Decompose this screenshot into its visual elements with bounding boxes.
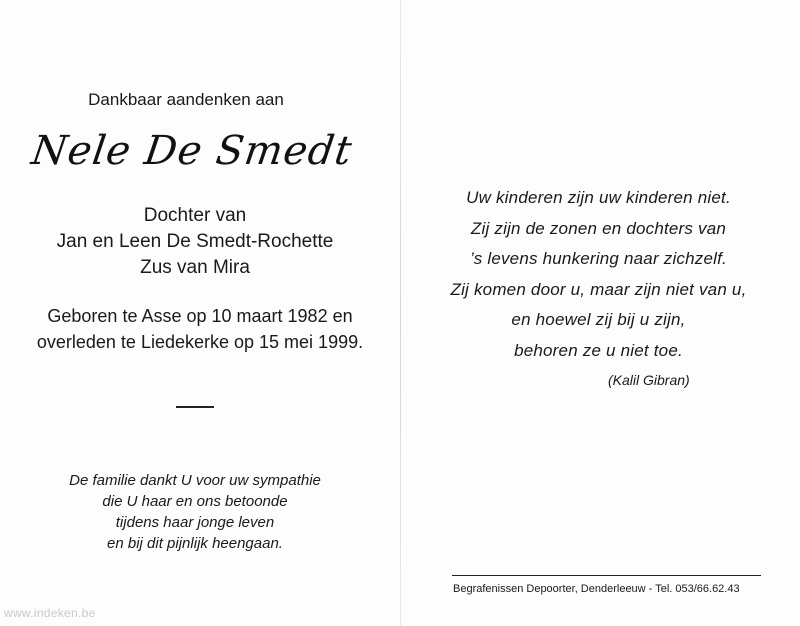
family-line: Jan en Leen De Smedt-Rochette (56, 231, 334, 252)
life-dates (0, 303, 400, 355)
watermark: www.indeken.be (4, 606, 96, 620)
deceased-name (0, 128, 400, 174)
thanks-line: die U haar en ons betoonde (102, 493, 288, 510)
family-line: Dochter van (143, 205, 247, 226)
intro-label: Dankbaar aandenken aan (88, 90, 284, 109)
intro-text (0, 90, 400, 110)
thanks-line: en bij dit pijnlijk heengaan. (107, 535, 283, 552)
date-line: overleden te Liedekerke op 15 mei 1999. (36, 332, 364, 352)
poem-line: behoren ze u niet toe. (514, 340, 683, 360)
family-line: Zus van Mira (140, 257, 250, 278)
undertaker-rule (452, 575, 761, 576)
poem-author: (Kalil Gibran) (608, 372, 690, 388)
poem-line: Zij komen door u, maar zijn niet van u, (450, 279, 747, 299)
undertaker-info: Begrafenissen Depoorter, Denderleeuw - Tel. 053/66.62.43 (453, 583, 740, 595)
right-panel (401, 0, 800, 626)
poem-line: ’s levens hunkering naar zichzelf. (470, 249, 727, 268)
thanks-line: tijdens haar jonge leven (115, 514, 275, 531)
deceased-name-label: Nele De Smedt (28, 128, 356, 174)
poem-line: Zij zijn de zonen en dochters van (470, 218, 727, 238)
poem (401, 183, 800, 366)
divider (176, 406, 214, 408)
family-info (0, 203, 400, 281)
date-line: Geboren te Asse op 10 maart 1982 en (47, 306, 353, 326)
thanks-text (0, 470, 400, 554)
poem-line: en hoewel zij bij u zijn, (511, 310, 686, 329)
thanks-line: De familie dankt U voor uw sympathie (69, 472, 321, 489)
poem-line: Uw kinderen zijn uw kinderen niet. (466, 188, 731, 207)
